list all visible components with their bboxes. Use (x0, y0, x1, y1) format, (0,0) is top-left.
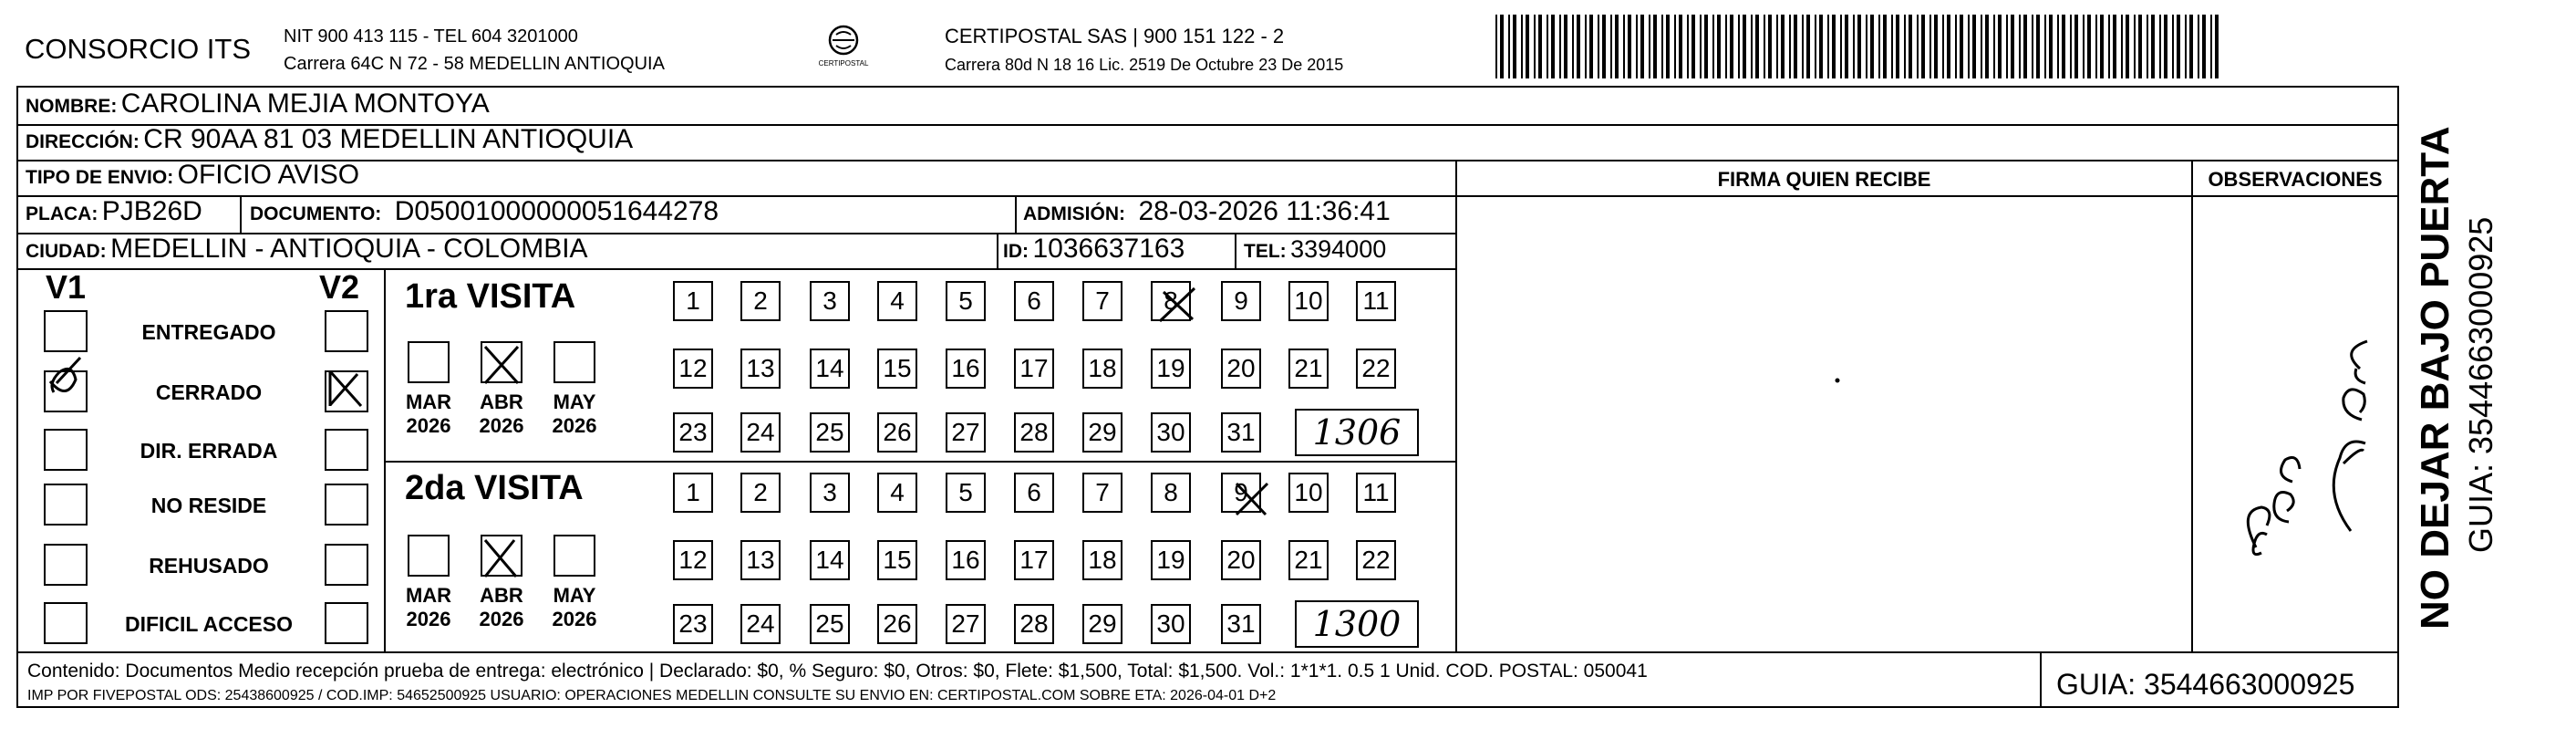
visit2-day-13[interactable]: 13 (740, 540, 781, 580)
barcode-bar (1896, 15, 1899, 78)
firma-area[interactable] (1457, 197, 2191, 651)
visit1-day-29[interactable]: 29 (1082, 412, 1122, 453)
visit2-month-name-2: ABR (480, 584, 523, 607)
tipo-envio-label: TIPO DE ENVIO: (26, 167, 174, 188)
barcode-bar (1960, 15, 1963, 78)
barcode-bar (1538, 15, 1542, 78)
logo-text: CERTIPOSTAL (818, 59, 869, 68)
visit1-month-year-1: 2026 (406, 414, 451, 437)
visit1-day-19[interactable]: 19 (1151, 349, 1191, 389)
visit2-day-27[interactable]: 27 (946, 604, 986, 644)
ciudad-value: MEDELLIN - ANTIOQUIA - COLOMBIA (110, 234, 588, 264)
visit1-day-31[interactable]: 31 (1221, 412, 1261, 453)
visit1-month-name-2: ABR (480, 390, 523, 413)
status-label-4: NO RESIDE (150, 494, 267, 517)
visit1-month-name-1: MAR (405, 390, 452, 413)
visit2-day-20[interactable]: 20 (1221, 540, 1261, 580)
barcode-bar (2057, 15, 2059, 78)
barcode-bar (1985, 15, 1989, 78)
visit1-month-box-2[interactable] (481, 341, 522, 383)
documento-label: DOCUMENTO: (250, 203, 382, 224)
visit2-day-24[interactable]: 24 (740, 604, 781, 644)
visit1-day-26[interactable]: 26 (877, 412, 917, 453)
nombre-row (26, 88, 490, 120)
visit1-day-6[interactable]: 6 (1014, 281, 1054, 321)
barcode-bar (2134, 15, 2136, 78)
visit1-month-name-3: MAY (553, 390, 596, 413)
barcode-bar (2215, 15, 2219, 78)
tel-row (1244, 235, 1386, 264)
barcode-bar (1743, 15, 1746, 78)
v1-checkbox-6[interactable] (44, 602, 88, 644)
carrier-name-line: CERTIPOSTAL SAS | 900 151 122 - 2 (945, 25, 1285, 47)
firma-header: FIRMA QUIEN RECIBE (1717, 168, 1931, 191)
visit2-day-16[interactable]: 16 (946, 540, 986, 580)
visit1-month-label-1 (397, 390, 460, 438)
barcode-bar (1955, 15, 1957, 78)
visit1-day-16[interactable]: 16 (946, 349, 986, 389)
barcode-bar (1968, 15, 1970, 78)
barcode (1495, 15, 2225, 78)
v1-checkbox-3[interactable] (44, 429, 88, 471)
v1-checkbox-4[interactable] (44, 484, 88, 526)
barcode-bar (1534, 15, 1536, 78)
barcode-bar (2044, 15, 2046, 78)
visit1-day-13[interactable]: 13 (740, 349, 781, 389)
tel-label: TEL: (1244, 241, 1287, 262)
footer-content-line: Contenido: Documentos Medio recepción prueba de entrega: electrónico | Declarado: $0, % Seguro: $0, Otros: $0, Flete: $1,500, Total: $1,500. Vol.: 1*1*1. 0.5 1 Unid. COD. POSTAL: 050041 (27, 661, 1648, 682)
barcode-bar (1909, 15, 1912, 78)
barcode-bar (2095, 15, 2097, 78)
barcode-bar (2210, 15, 2212, 78)
ciudad-row (26, 234, 588, 265)
visit2-day-8[interactable]: 8 (1151, 473, 1191, 513)
barcode-bar (1628, 15, 1631, 78)
visit2-day-30[interactable]: 30 (1151, 604, 1191, 644)
v1-checkbox-2[interactable] (44, 370, 88, 412)
company-address-line: Carrera 64C N 72 - 58 MEDELLIN ANTIOQUIA (284, 54, 665, 74)
barcode-bar (1870, 15, 1874, 78)
barcode-bar (2006, 15, 2008, 78)
barcode-bar (1725, 15, 1727, 78)
barcode-bar (1840, 15, 1842, 78)
visit1-day-7[interactable]: 7 (1082, 281, 1122, 321)
barcode-bar (1802, 15, 1804, 78)
barcode-bar (1559, 15, 1561, 78)
visit2-day-11[interactable]: 11 (1356, 473, 1396, 513)
barcode-bar (2087, 15, 2091, 78)
barcode-bar (1806, 15, 1810, 78)
certipostal-logo (814, 22, 873, 73)
barcode-bar (1947, 15, 1950, 78)
v1-checkbox-1[interactable] (44, 310, 88, 352)
visit2-day-10[interactable]: 10 (1288, 473, 1329, 513)
visit1-day-5[interactable]: 5 (946, 281, 986, 321)
barcode-bar (2189, 15, 2193, 78)
barcode-bar (2083, 15, 2085, 78)
barcode-bar (1972, 15, 1976, 78)
visit1-month-label-3 (543, 390, 606, 438)
company-name: CONSORCIO ITS (25, 33, 252, 65)
visit2-day-5[interactable]: 5 (946, 473, 986, 513)
barcode-bar (2147, 15, 2148, 78)
barcode-bar (2036, 15, 2040, 78)
visit2-day-19[interactable]: 19 (1151, 540, 1191, 580)
visit1-day-30[interactable]: 30 (1151, 412, 1191, 453)
barcode-bar (2019, 15, 2021, 78)
visit2-month-label-2 (470, 584, 533, 631)
visit1-day-22[interactable]: 22 (1356, 349, 1396, 389)
barcode-bar (1500, 15, 1504, 78)
v2-checkbox-1[interactable] (325, 310, 368, 352)
barcode-bar (1589, 15, 1593, 78)
visit2-month-name-3: MAY (553, 584, 596, 607)
status-label-1: ENTREGADO (141, 320, 276, 344)
barcode-bar (2108, 15, 2110, 78)
id-value: 1036637163 (1032, 234, 1185, 264)
barcode-bar (1704, 15, 1708, 78)
barcode-bar (2070, 15, 2072, 78)
barcode-bar (1495, 15, 1497, 78)
visit2-day-15[interactable]: 15 (877, 540, 917, 580)
visit2-day-14[interactable]: 14 (810, 540, 850, 580)
barcode-bar (1764, 15, 1765, 78)
barcode-bar (1687, 15, 1689, 78)
barcode-bar (2121, 15, 2123, 78)
barcode-bar (1981, 15, 1982, 78)
carrier-address-line: Carrera 80d N 18 16 Lic. 2519 De Octubre 23 De 2015 (945, 56, 1344, 74)
visit2-day-23[interactable]: 23 (673, 604, 713, 644)
visit1-day-25[interactable]: 25 (810, 412, 850, 453)
barcode-bar (1513, 15, 1516, 78)
barcode-bar (2202, 15, 2206, 78)
barcode-bar (2151, 15, 2155, 78)
direccion-value: CR 90AA 81 03 MEDELLIN ANTIOQUIA (143, 124, 634, 154)
tel-value: 3394000 (1290, 235, 1387, 263)
visit2-month-year-3: 2026 (552, 608, 597, 630)
barcode-bar (2172, 15, 2174, 78)
barcode-bar (1521, 15, 1523, 78)
ciudad-label: CIUDAD: (26, 241, 107, 262)
visit1-day-1[interactable]: 1 (673, 281, 713, 321)
barcode-bar (1700, 15, 1702, 78)
visit2-month-label-1 (397, 584, 460, 631)
v2-checkbox-6[interactable] (325, 602, 368, 644)
visit1-month-year-2: 2026 (479, 414, 524, 437)
v2-checkbox-3[interactable] (325, 429, 368, 471)
observaciones-header: OBSERVACIONES (2208, 168, 2383, 191)
side-warning: NO DEJAR BAJO PUERTA (2413, 126, 2457, 630)
barcode-bar (1640, 15, 1644, 78)
visit1-day-11[interactable]: 11 (1356, 281, 1396, 321)
v2-checkbox-4[interactable] (325, 484, 368, 526)
barcode-bar (1661, 15, 1663, 78)
nombre-label: NOMBRE: (26, 96, 118, 117)
v1-header: V1 (46, 268, 87, 306)
visit1-day-4[interactable]: 4 (877, 281, 917, 321)
id-label: ID: (1003, 241, 1029, 262)
barcode-bar (1942, 15, 1944, 78)
barcode-bar (1845, 15, 1848, 78)
barcode-bar (1768, 15, 1772, 78)
barcode-bar (1712, 15, 1714, 78)
barcode-bar (1585, 15, 1587, 78)
barcode-bar (1564, 15, 1567, 78)
tipo-envio-row (26, 160, 359, 191)
barcode-bar (1929, 15, 1931, 78)
placa-value: PJB26D (101, 196, 202, 226)
visit1-day-18[interactable]: 18 (1082, 349, 1122, 389)
barcode-bar (1730, 15, 1733, 78)
barcode-bar (1819, 15, 1823, 78)
barcode-bar (1547, 15, 1548, 78)
barcode-bar (2011, 15, 2014, 78)
visit2-day-18[interactable]: 18 (1082, 540, 1122, 580)
visit2-day-4[interactable]: 4 (877, 473, 917, 513)
visit1-day-9[interactable]: 9 (1221, 281, 1261, 321)
barcode-bar (1623, 15, 1625, 78)
visit2-month-year-1: 2026 (406, 608, 451, 630)
visit1-day-8[interactable]: 8 (1151, 281, 1191, 321)
nombre-value: CAROLINA MEJIA MONTOYA (120, 88, 490, 119)
observaciones-area[interactable] (2193, 197, 2397, 651)
visit1-day-2[interactable]: 2 (740, 281, 781, 321)
barcode-bar (2126, 15, 2129, 78)
barcode-bar (1508, 15, 1510, 78)
barcode-bar (1691, 15, 1695, 78)
visit1-day-23[interactable]: 23 (673, 412, 713, 453)
admision-label: ADMISIÓN: (1023, 203, 1125, 224)
barcode-bar (1526, 15, 1529, 78)
barcode-bar (2062, 15, 2065, 78)
barcode-bar (1577, 15, 1580, 78)
visit2-month-box-3[interactable] (553, 535, 595, 577)
direccion-label: DIRECCIÓN: (26, 131, 140, 152)
visit2-day-1[interactable]: 1 (673, 473, 713, 513)
visit2-day-21[interactable]: 21 (1288, 540, 1329, 580)
side-guia: GUIA: 3544663000925 (2462, 216, 2499, 553)
barcode-bar (2198, 15, 2199, 78)
barcode-bar (2032, 15, 2033, 78)
barcode-bar (1789, 15, 1791, 78)
barcode-bar (2164, 15, 2167, 78)
v2-header: V2 (319, 268, 360, 306)
barcode-bar (2023, 15, 2027, 78)
visit2-day-3[interactable]: 3 (810, 473, 850, 513)
visit2-day-22[interactable]: 22 (1356, 540, 1396, 580)
barcode-bar (1891, 15, 1893, 78)
tipo-envio-value: OFICIO AVISO (177, 160, 360, 190)
direccion-row (26, 124, 633, 155)
barcode-bar (1776, 15, 1778, 78)
barcode-bar (2100, 15, 2104, 78)
barcode-bar (2177, 15, 2180, 78)
visit2-day-12[interactable]: 12 (673, 540, 713, 580)
placa-label: PLACA: (26, 203, 98, 224)
status-label-3: DIR. ERRADA (140, 439, 278, 463)
visit1-day-20[interactable]: 20 (1221, 349, 1261, 389)
status-label-6: DIFICIL ACCESO (124, 612, 293, 636)
barcode-bar (2185, 15, 2187, 78)
v2-checkbox-5[interactable] (325, 544, 368, 586)
barcode-bar (2074, 15, 2078, 78)
visit2-month-year-2: 2026 (479, 608, 524, 630)
barcode-bar (1572, 15, 1574, 78)
admision-value: 28-03-2026 11:36:41 (1138, 196, 1391, 226)
barcode-bar (1904, 15, 1906, 78)
documento-row (250, 196, 719, 227)
barcode-bar (2159, 15, 2161, 78)
barcode-bar (1917, 15, 1919, 78)
visit1-day-24[interactable]: 24 (740, 412, 781, 453)
footer-print-line: IMP POR FIVEPOSTAL ODS: 25438600925 / COD.IMP: 54652500925 USUARIO: OPERACIONES MEDELLIN CONSULTE SU ENVIO EN: CERTIPOSTAL.COM SOBRE ETA: 2026-04-01 D+2 (27, 688, 1277, 703)
company-nit-line: NIT 900 413 115 - TEL 604 3201000 (284, 26, 578, 47)
visit1-day-17[interactable]: 17 (1014, 349, 1054, 389)
visit1-title: 1ra VISITA (405, 277, 576, 316)
barcode-bar (1883, 15, 1887, 78)
visit2-month-name-1: MAR (405, 584, 452, 607)
admision-row (1023, 196, 1391, 227)
barcode-bar (1649, 15, 1650, 78)
visit2-title: 2da VISITA (405, 469, 584, 507)
visit2-time-box[interactable]: 1300 (1295, 600, 1419, 648)
barcode-bar (2049, 15, 2053, 78)
visit2-day-9[interactable]: 9 (1221, 473, 1261, 513)
barcode-bar (1653, 15, 1657, 78)
barcode-bar (1636, 15, 1638, 78)
visit2-day-29[interactable]: 29 (1082, 604, 1122, 644)
visit1-day-15[interactable]: 15 (877, 349, 917, 389)
visit2-day-17[interactable]: 17 (1014, 540, 1054, 580)
barcode-bar (1993, 15, 1995, 78)
barcode-bar (1781, 15, 1785, 78)
placa-row (26, 196, 202, 227)
v2-checkbox-2[interactable] (325, 370, 368, 412)
barcode-bar (1717, 15, 1721, 78)
visit1-day-21[interactable]: 21 (1288, 349, 1329, 389)
barcode-bar (1674, 15, 1676, 78)
barcode-bar (1815, 15, 1816, 78)
visit2-day-28[interactable]: 28 (1014, 604, 1054, 644)
visit1-month-label-2 (470, 390, 533, 438)
barcode-bar (1679, 15, 1682, 78)
visit2-month-box-1[interactable] (408, 535, 450, 577)
visit2-day-25[interactable]: 25 (810, 604, 850, 644)
barcode-bar (1615, 15, 1619, 78)
visit2-month-box-2[interactable] (481, 535, 522, 577)
barcode-bar (2138, 15, 2142, 78)
barcode-bar (1755, 15, 1759, 78)
visit1-day-14[interactable]: 14 (810, 349, 850, 389)
status-label-5: REHUSADO (149, 554, 269, 578)
visit1-day-27[interactable]: 27 (946, 412, 986, 453)
visit1-month-year-3: 2026 (552, 414, 597, 437)
visit2-month-label-3 (543, 584, 606, 631)
barcode-bar (1738, 15, 1740, 78)
barcode-bar (1921, 15, 1925, 78)
visit2-day-26[interactable]: 26 (877, 604, 917, 644)
barcode-bar (1832, 15, 1836, 78)
v1-checkbox-5[interactable] (44, 544, 88, 586)
visit2-day-6[interactable]: 6 (1014, 473, 1054, 513)
barcode-bar (2113, 15, 2116, 78)
visit2-day-7[interactable]: 7 (1082, 473, 1122, 513)
visit1-day-12[interactable]: 12 (673, 349, 713, 389)
visit1-day-10[interactable]: 10 (1288, 281, 1329, 321)
documento-value: D05001000000051644278 (394, 196, 719, 226)
visit1-time-box[interactable]: 1306 (1295, 409, 1419, 456)
barcode-bar (1853, 15, 1855, 78)
barcode-bar (1602, 15, 1606, 78)
visit2-day-31[interactable]: 31 (1221, 604, 1261, 644)
footer-guia: GUIA: 3544663000925 (2056, 668, 2355, 701)
visit2-day-2[interactable]: 2 (740, 473, 781, 513)
barcode-bar (1857, 15, 1861, 78)
status-label-2: CERRADO (155, 380, 263, 404)
barcode-bar (1827, 15, 1829, 78)
barcode-bar (1666, 15, 1670, 78)
visit1-month-box-3[interactable] (553, 341, 595, 383)
barcode-bar (1934, 15, 1938, 78)
barcode-bar (1794, 15, 1797, 78)
visit1-month-box-1[interactable] (408, 341, 450, 383)
barcode-bar (1878, 15, 1880, 78)
barcode-bar (1610, 15, 1612, 78)
barcode-bar (1598, 15, 1599, 78)
visit1-day-28[interactable]: 28 (1014, 412, 1054, 453)
barcode-bar (1751, 15, 1753, 78)
barcode-bar (1866, 15, 1867, 78)
id-row (1003, 234, 1185, 265)
barcode-bar (1998, 15, 2002, 78)
barcode-bar (1551, 15, 1555, 78)
visit1-day-3[interactable]: 3 (810, 281, 850, 321)
